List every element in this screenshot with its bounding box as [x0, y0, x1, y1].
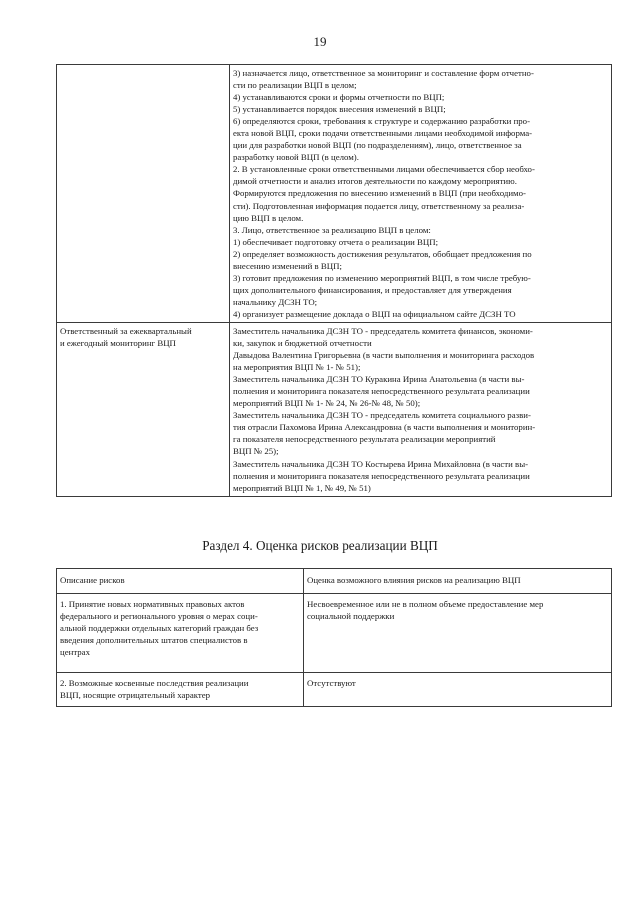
table-row — [57, 673, 612, 707]
text-line: ки, закупок и бюджетной отчетности — [233, 338, 372, 349]
page-number: 19 — [313, 34, 327, 49]
text-line: Заместитель начальника ДСЗН ТО - председатель комитета социального разви- — [233, 410, 531, 421]
text-line: 4) организует размещение доклада о ВЦП на официальном сайте ДСЗН ТО — [233, 308, 516, 319]
text-line: Заместитель начальника ДСЗН ТО - председатель комитета финансов, экономи- — [233, 325, 533, 336]
text-line: 4) устанавливаются сроки и формы отчетности по ВЦП; — [233, 92, 445, 103]
management-steps-cell — [230, 65, 612, 323]
text-line: социальной поддержки — [307, 611, 395, 622]
text-line: полнения и мониторинга показателя непосредственного результата реализации — [233, 386, 530, 397]
risk-description-cell — [57, 673, 304, 707]
text-line: 3) назначается лицо, ответственное за мониторинг и составление форм отчетно- — [233, 68, 534, 78]
risk-impact-cell — [304, 594, 612, 673]
risk-assessment-table — [56, 568, 612, 707]
text-line: на мероприятия ВЦП № 1- № 51); — [233, 362, 361, 373]
text-line: тия отрасли Пахомова Ирина Александровна (в части выполнения и мониторин- — [233, 422, 536, 433]
text-line: федерального и регионального уровня о мерах соци- — [60, 611, 258, 622]
text-line: 1. Принятие новых нормативных правовых актов — [60, 599, 245, 610]
section-title: Раздел 4. Оценка рисков реализации ВЦП — [202, 538, 438, 553]
text-line: разработку новой ВЦП (в целом). — [233, 152, 359, 163]
text-line: полнения и мониторинга показателя непосредственного результата реализации — [233, 470, 530, 481]
text-line: введения дополнительных штатов специалистов в — [60, 635, 248, 646]
program-management-table — [56, 64, 612, 497]
text-line: сти по реализации ВЦП в целом; — [233, 80, 357, 91]
text-line: цию ВЦП в целом. — [233, 212, 304, 223]
text-line: Заместитель начальника ДСЗН ТО Куракина Ирина Анатольевна (в части вы- — [233, 374, 525, 385]
column-header-risk-impact: Оценка возможного влияния рисков на реализацию ВЦП — [304, 569, 612, 594]
text-line: ции для разработки новой ВЦП (по подразделениям), лицо, ответственное за — [233, 140, 522, 151]
text-line: 3) готовит предложения по изменению мероприятий ВЦП, в том числе требую- — [233, 272, 531, 283]
text-line: 6) определяются сроки, требования к структуре и содержанию разработки про- — [233, 116, 531, 127]
monitoring-responsible-label-cell — [57, 322, 230, 496]
text-line: 5) устанавливается порядок внесения изменений в ВЦП; — [233, 104, 446, 115]
table-header-row — [57, 569, 612, 594]
table-row — [57, 322, 612, 496]
text-line: ВЦП, носящие отрицательный характер — [60, 690, 211, 701]
text-line: 2. В установленные сроки ответственными лицами обеспечивается сбор необхо- — [233, 164, 535, 175]
risk-description-cell — [57, 594, 304, 673]
text-line: Формируются предложения по внесению изменений в ВЦП (при необходимо- — [233, 188, 526, 199]
text-line: димой отчетности и анализ итогов деятельности по каждому мероприятию. — [233, 176, 517, 187]
text-line: Заместитель начальника ДСЗН ТО Костырева Ирина Михайловна (в части вы- — [233, 458, 529, 469]
text-line: и ежегодный мониторинг ВЦП — [60, 338, 176, 349]
table-row — [57, 594, 612, 673]
text-line: 2) определяет возможность достижения результатов, обобщает предложения по — [233, 248, 532, 259]
text-line: мероприятий ВЦП № 1- № 24, № 26-№ 48, № 50); — [233, 398, 421, 409]
risk-impact-cell — [304, 673, 612, 707]
text-line: центрах — [60, 647, 90, 658]
text-line: щих дополнительного финансирования, и предоставляет для утверждения — [233, 284, 512, 295]
text-line: альной поддержки отдельных категорий граждан без — [60, 623, 259, 634]
text-line: екта новой ВЦП, сроки подачи ответственными лицами необходимой информа- — [233, 128, 533, 139]
text-line: га показателя непосредственного результата реализации мероприятий — [233, 434, 496, 445]
text-line: Ответственный за ежеквартальный — [60, 325, 192, 336]
monitoring-responsible-persons-cell — [230, 322, 612, 496]
text-line: 1) обеспечивает подготовку отчета о реализации ВЦП; — [233, 236, 439, 247]
text-line: Несвоевременное или не в полном объеме предоставление мер — [307, 599, 544, 610]
text-line: Давыдова Валентина Григорьевна (в части выполнения и мониторинга расходов — [233, 350, 535, 361]
text-line: внесению изменений в ВЦП; — [233, 260, 342, 271]
table-row — [57, 65, 612, 323]
table-cell-empty — [57, 65, 230, 323]
text-line: мероприятий ВЦП № 1, № 49, № 51) — [233, 482, 371, 493]
text-line: начальнику ДСЗН ТО; — [233, 296, 318, 307]
column-header-risk-description: Описание рисков — [57, 569, 304, 594]
text-line: сти). Подготовленная информация подается лицу, ответственному за реализа- — [233, 200, 525, 211]
text-line: 2. Возможные косвенные последствия реализации — [60, 678, 249, 689]
text-line: ВЦП № 25); — [233, 446, 279, 457]
text-line: Отсутствуют — [307, 678, 356, 689]
text-line: 3. Лицо, ответственное за реализацию ВЦП в целом: — [233, 224, 431, 235]
